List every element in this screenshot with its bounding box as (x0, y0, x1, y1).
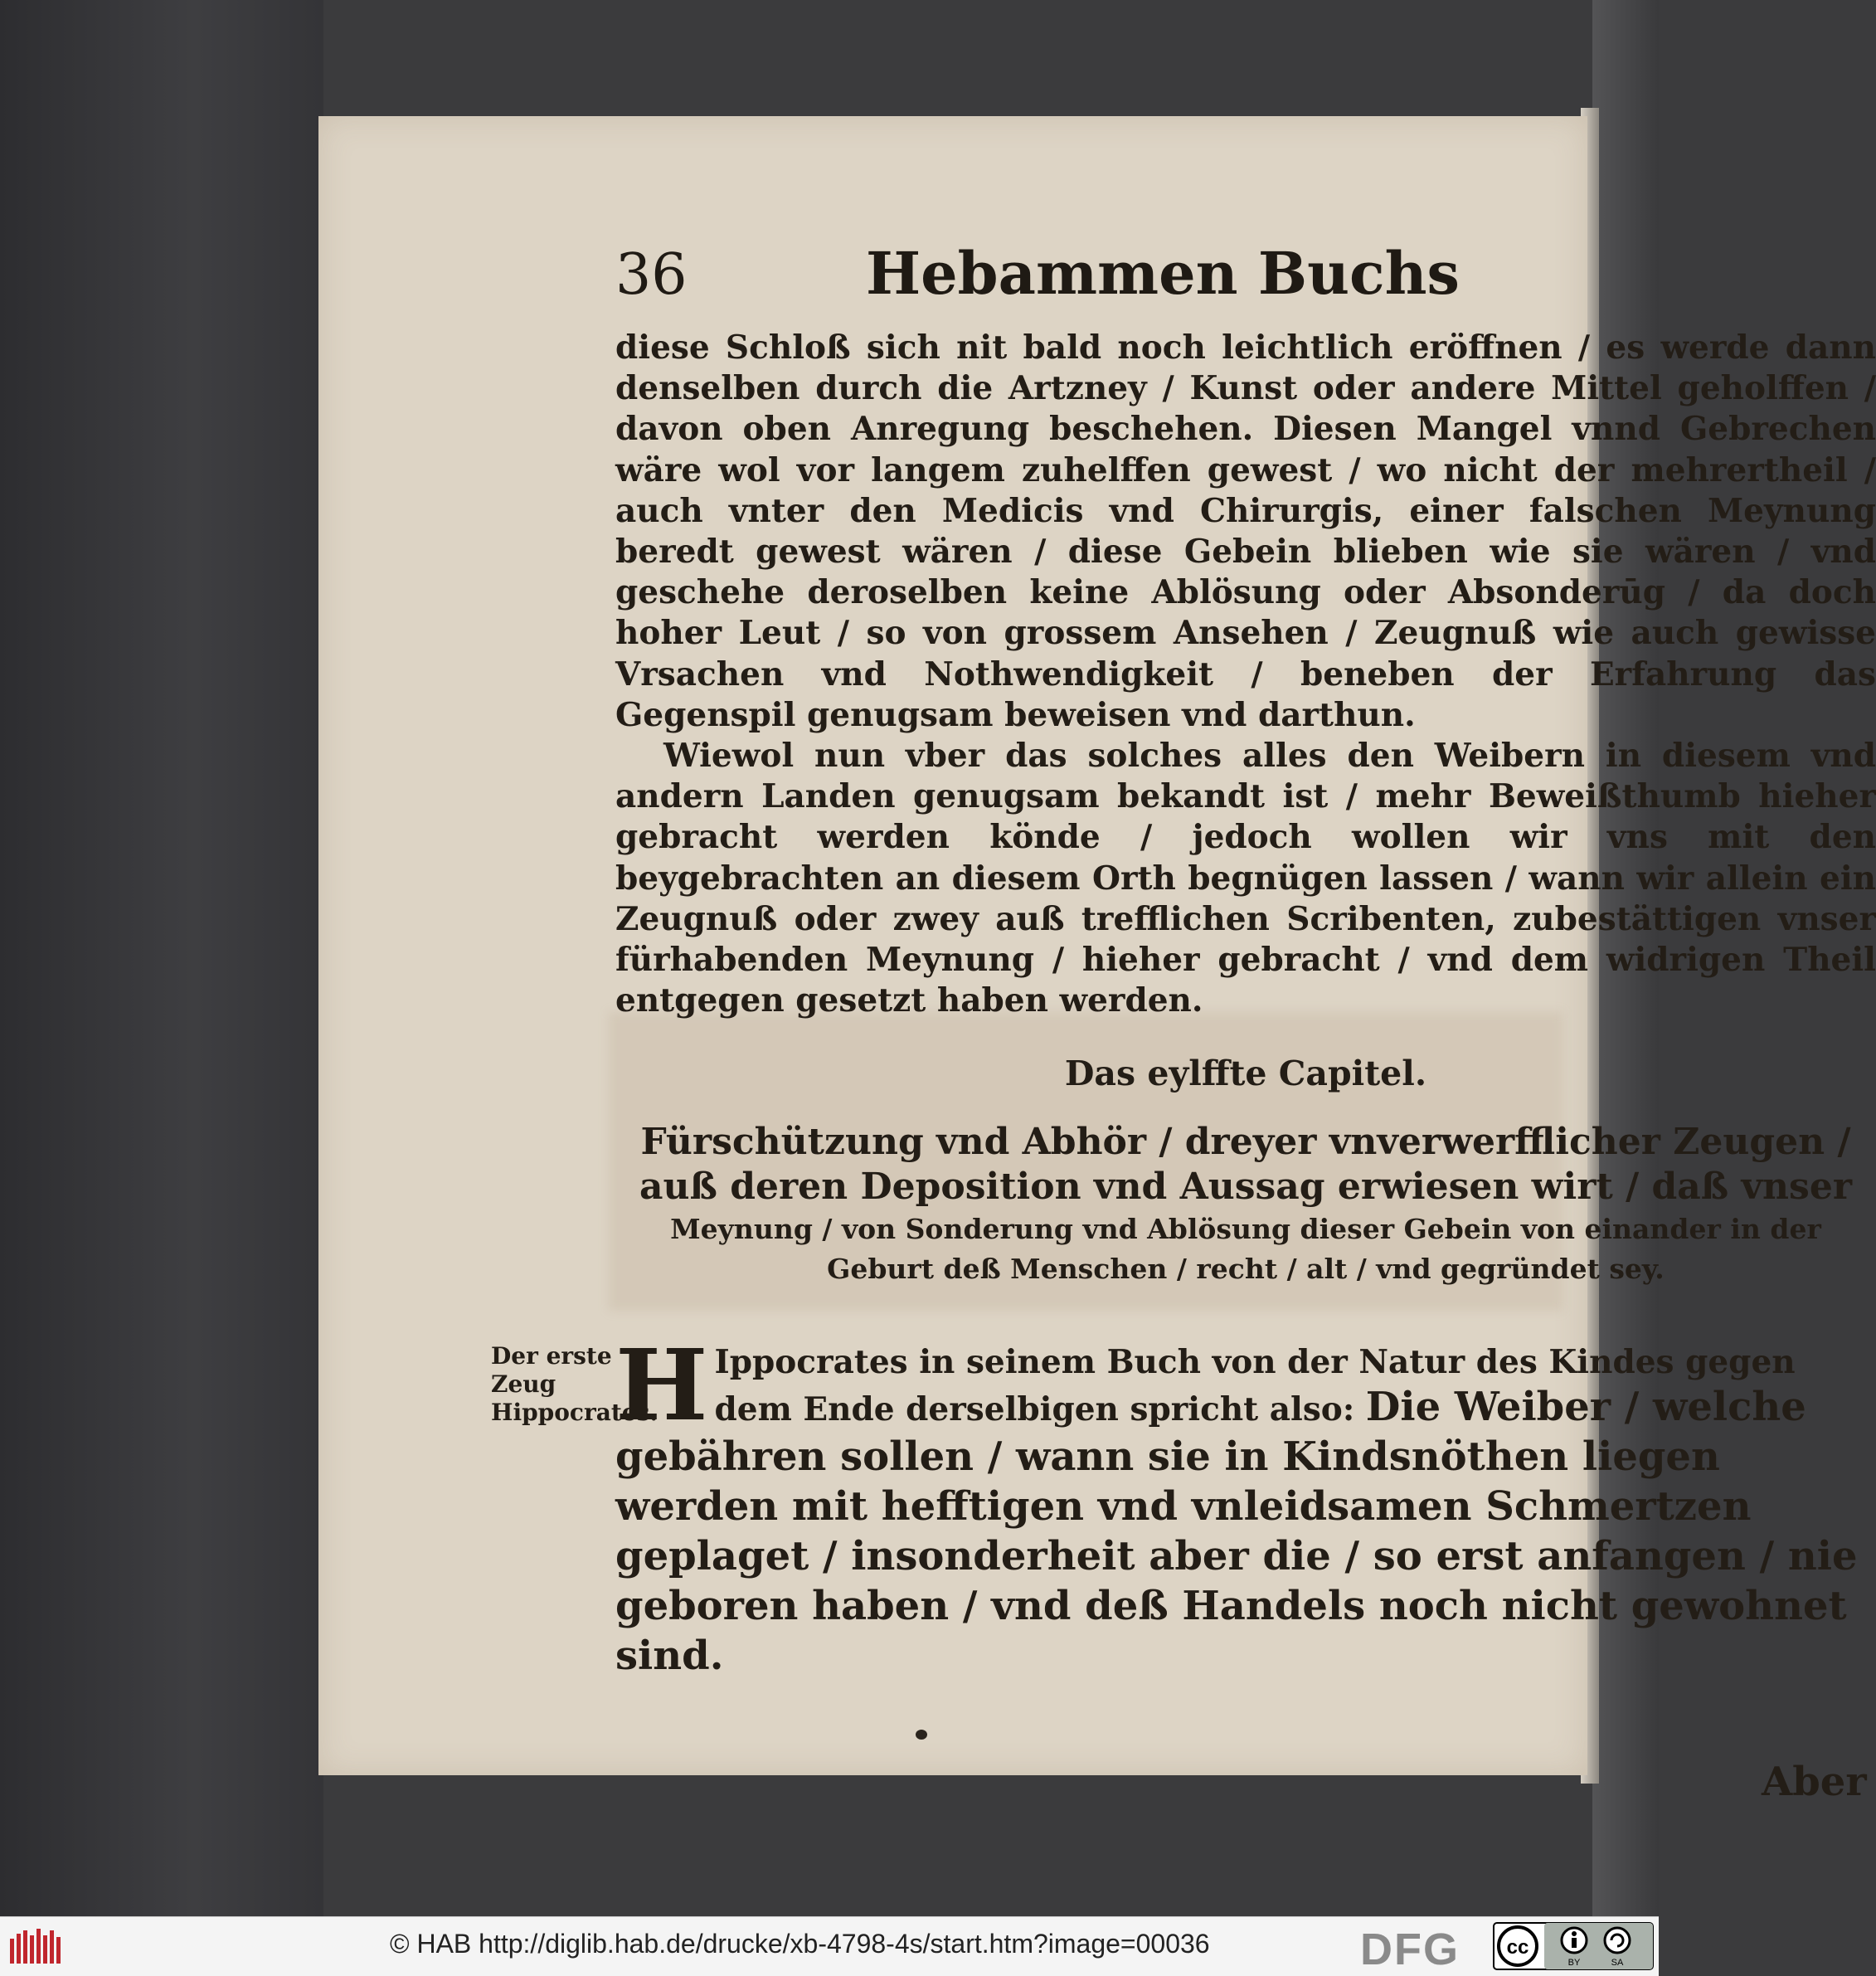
paragraph-1: diese Schloß sich nit bald noch leichtlich eröffnen / es werde dann denselben durch die Artzney / Kunst oder andere Mittel geholffen / davon oben Anregung beschehen. Diesen Mangel vnnd Gebrechen wäre wol vor langem zuhelffen gewest / wo nicht der mehrertheil / auch vnter den Medicis vnd Chirurgis, einer falschen Meynung beredt gewest wären / diese Gebein blieben wie sie wären / vnd geschehe deroselben keine Ablösung oder Absonderūg / da doch hoher Leut / so von grossem Ansehen / Zeugnuß wie auch gewisse Vrsachen vnd Nothwendigkeit / beneben der Erfahrung das Gegenspil genugsam beweisen vnd darthun. (615, 329, 1876, 734)
hab-logo-icon[interactable] (8, 1927, 66, 1969)
hippocrates-paragraph (615, 1327, 1876, 1681)
chapter-title: Das eylffte Capitel. (1064, 1054, 1427, 1093)
ink-spot (916, 1730, 927, 1740)
page-number: 36 (615, 242, 688, 308)
cc-license-icon[interactable] (1493, 1922, 1654, 1970)
sa-label: SA (1611, 1958, 1624, 1968)
body-text (615, 328, 1876, 1021)
summary-line-1: Fürschützung vnd Abhör / dreyer vnverwerfflicher Zeugen / auß deren Deposition vnd Aussag erwiesen wirt / daß vnser (639, 1121, 1852, 1208)
margin-note: Der erste Zeug Hippocrates. (491, 1342, 659, 1426)
svg-text:cc: cc (1506, 1936, 1529, 1959)
by-label: BY (1567, 1958, 1581, 1968)
paragraph-2: Wiewol nun vber das solches alles den Weibern in diesem vnd andern Landen genugsam bekandt ist / mehr Beweißthumb hieher gebracht werden könde / jedoch wollen wir vns mit den beygebrachten an diesem Orth begnügen lassen / wann wir allein ein Zeugnuß oder zwey auß trefflichen Scribenten, zubestättigen vnser fürhabenden Meynung / hieher gebracht / vnd dem widrigen Theil entgegen gesetzt haben werden. (615, 737, 1876, 1020)
left-background (0, 0, 323, 1916)
hippocrates-intro: Ippocrates in seinem Buch von der Natur des Kindes gegen dem Ende derselbigen spricht also: (714, 1343, 1796, 1428)
dfg-logo: DFG (1360, 1925, 1460, 1974)
running-title: Hebammen Buchs (866, 239, 1460, 308)
summary-line-2: Meynung / von Sonderung vnd Ablösung dieser Gebein von einander in der Geburt deß Menschen / recht / alt / vnd gegründet sey. (670, 1213, 1821, 1285)
credit-link[interactable]: © HAB http://diglib.hab.de/drucke/xb-4798-4s/start.htm?image=00036 (390, 1929, 1210, 1959)
book-page (318, 116, 1876, 1805)
footer-bar (0, 1916, 1659, 1976)
catchword: Aber (1762, 1759, 1867, 1805)
chapter-summary (615, 1120, 1876, 1289)
hippocrates-quote: Die Weiber / welche gebähren sollen / wann sie in Kindsnöthen liegen werden mit hefftigen vnd vnleidsamen Schmertzen geplaget / insonderheit aber die / so erst anfangen / nie geboren haben / vnd deß Handels noch nicht gewohnet sind. (615, 1384, 1858, 1679)
drop-cap: H (615, 1327, 708, 1443)
